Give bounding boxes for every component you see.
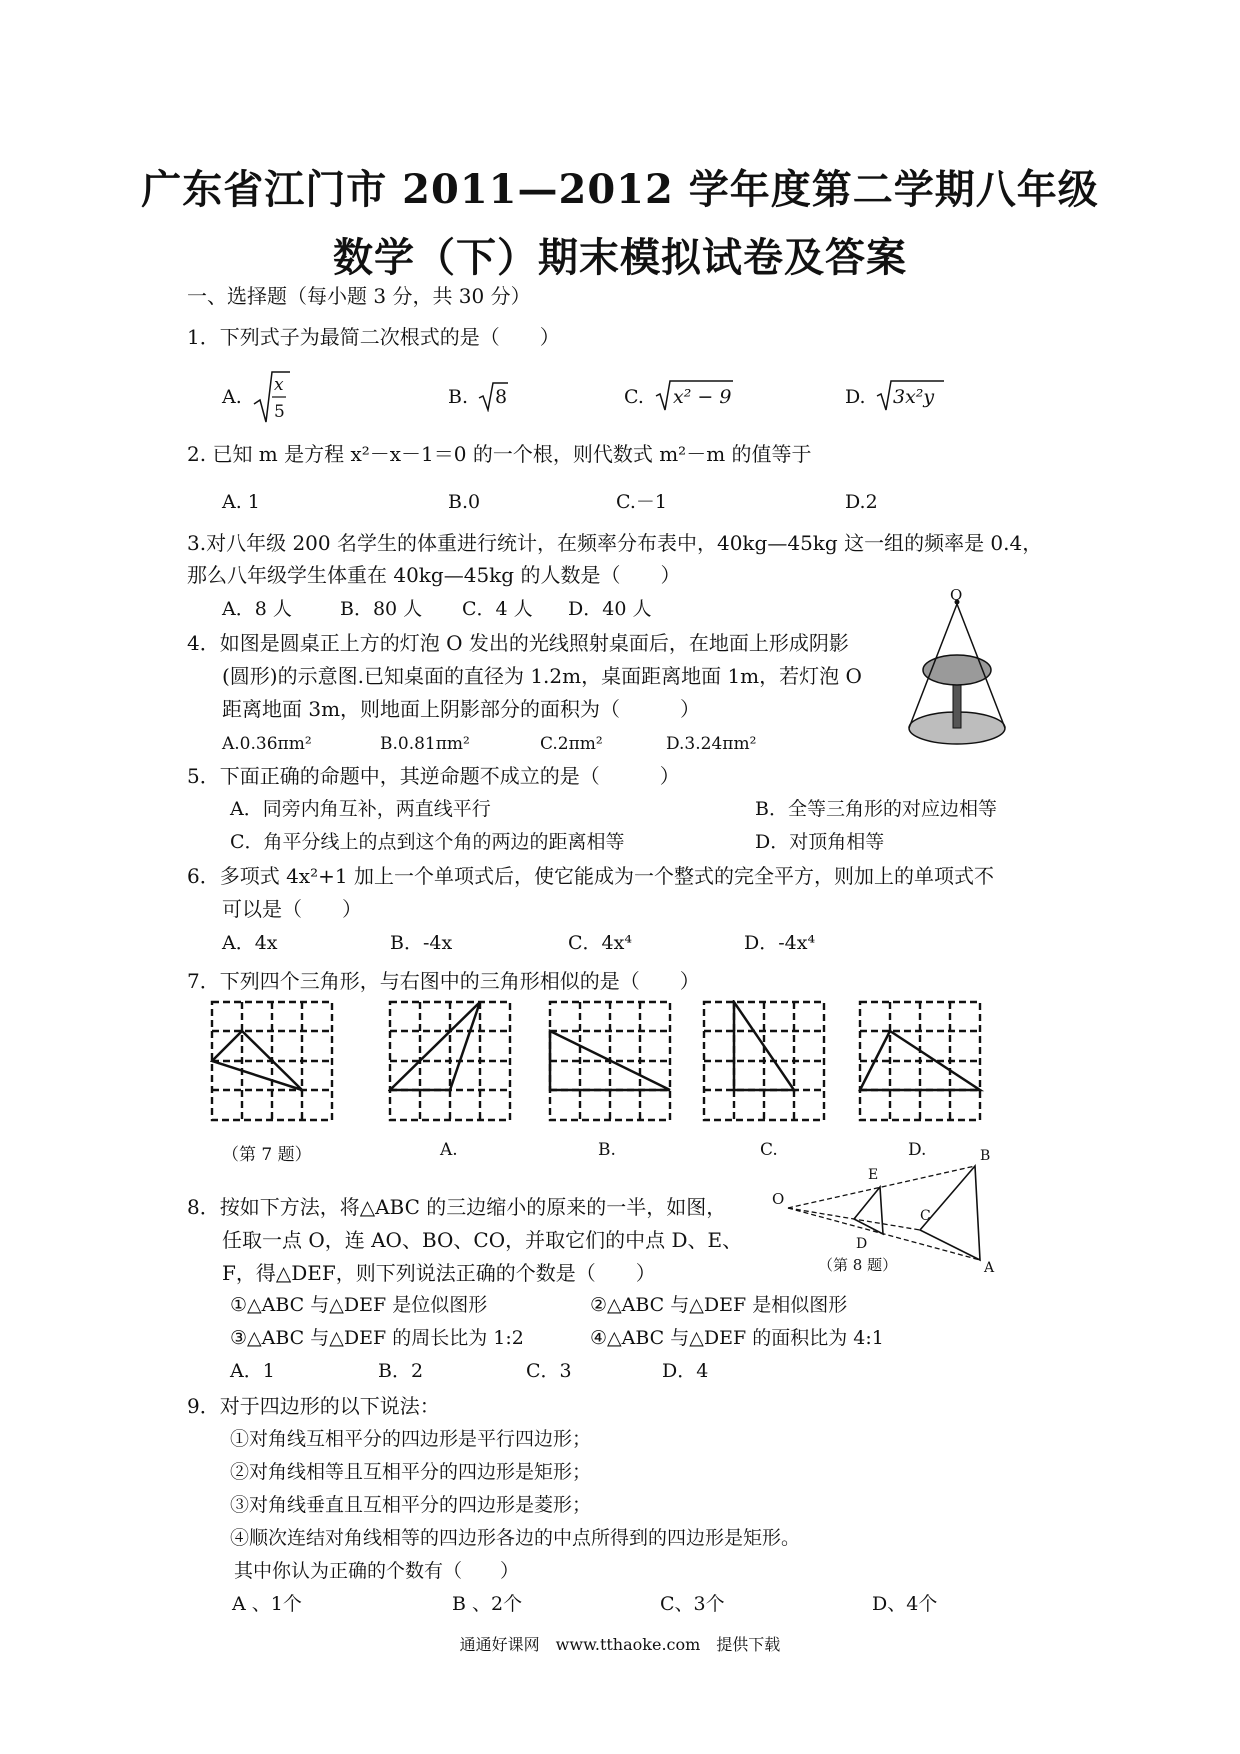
q1-a-numerator: x	[274, 375, 284, 395]
q9-option-d: D、4个	[872, 1593, 938, 1615]
q9-statement-4: ④顺次连结对角线相等的四边形各边的中点所得到的四边形是矩形。	[230, 1527, 801, 1549]
lamp-table-diagram	[900, 592, 1010, 760]
q6-stem-line2: 可以是（ ）	[222, 897, 362, 921]
q5-stem: 5．下面正确的命题中，其逆命题不成立的是（ ）	[187, 764, 680, 788]
section-heading: 一、选择题（每小题 3 分，共 30 分）	[187, 284, 531, 308]
q3-option-b: B．80 人	[340, 598, 423, 620]
q4-option-c: C.2πm²	[540, 734, 603, 754]
q6-option-b: B．-4x	[390, 932, 453, 954]
q7-caption-reference: （第 7 题）	[222, 1145, 312, 1165]
q4-option-a: A.0.36πm²	[222, 734, 312, 754]
q1-stem: 1．下列式子为最简二次根式的是（ ）	[187, 325, 560, 349]
q5-option-a: A．同旁内角互补，两直线平行	[230, 798, 491, 820]
page-title-line1: 广东省江门市 2011—2012 学年度第二学期八年级	[141, 166, 1099, 213]
q6-stem-line1: 6．多项式 4x²+1 加上一个单项式后，使它能成为一个整式的完全平方，则加上的单项式不	[187, 864, 994, 888]
q8-option-a: A．1	[230, 1360, 275, 1382]
q2-option-b: B.0	[448, 491, 481, 513]
q8-label-c: C	[920, 1208, 931, 1224]
page-footer: 通通好课网 www.tthaoke.com 提供下载	[459, 1635, 781, 1654]
q9-option-b: B 、2个	[452, 1593, 523, 1615]
q8-label-o: O	[772, 1190, 785, 1208]
q8-statement-2: ②△ABC 与△DEF 是相似图形	[590, 1294, 848, 1316]
q1-a-denominator: 5	[274, 402, 285, 422]
q3-option-a: A．8 人	[222, 598, 292, 620]
q8-label-b: B	[980, 1148, 991, 1164]
q1-option-a	[222, 384, 242, 410]
q8-option-c: C．3	[526, 1360, 572, 1382]
q2-option-a: A. 1	[222, 491, 260, 513]
q8-figure-caption: （第 8 题）	[818, 1256, 898, 1274]
q1-b-label: B.	[448, 386, 469, 408]
q6-option-c: C．4x⁴	[568, 932, 632, 954]
q2-option-c: C.－1	[616, 491, 667, 513]
q9-statement-1: ①对角线互相平分的四边形是平行四边形；	[230, 1428, 592, 1450]
q8-stem-line3: F，得△DEF，则下列说法正确的个数是（ ）	[222, 1261, 656, 1285]
grid-triangle-reference	[210, 1000, 338, 1124]
q1-c-label: C.	[624, 386, 644, 408]
grid-triangle-c	[702, 1000, 830, 1124]
q8-label-d: D	[856, 1236, 868, 1252]
q8-statement-1: ①△ABC 与△DEF 是位似图形	[230, 1294, 488, 1316]
q8-stem-line1: 8．按如下方法，将△ABC 的三边缩小的原来的一半，如图，	[187, 1195, 727, 1219]
q5-option-c: C．角平分线上的点到这个角的两边的距离相等	[230, 831, 625, 853]
q5-option-d: D．对顶角相等	[755, 831, 885, 853]
q4-stem-line1: 4．如图是圆桌正上方的灯泡 O 发出的光线照射桌面后，在地面上形成阴影	[187, 631, 849, 655]
q4-stem-line3: 距离地面 3m，则地面上阴影部分的面积为（ ）	[222, 697, 701, 721]
q8-label-a: A	[984, 1260, 995, 1276]
q2-stem: 2. 已知 m 是方程 x²－x－1＝0 的一个根，则代数式 m²－m 的值等于	[187, 442, 812, 466]
q7-caption-c: C.	[760, 1140, 778, 1160]
q9-stem: 9．对于四边形的以下说法：	[187, 1394, 440, 1418]
grid-triangle-b	[548, 1000, 676, 1124]
q1-c-radicand: x² − 9	[673, 386, 732, 408]
q8-option-d: D．4	[662, 1360, 709, 1382]
q5-option-b: B．全等三角形的对应边相等	[755, 798, 997, 820]
q9-option-a: A 、1个	[232, 1593, 302, 1615]
q8-statement-4: ④△ABC 与△DEF 的面积比为 4:1	[590, 1327, 884, 1349]
q8-statement-3: ③△ABC 与△DEF 的周长比为 1:2	[230, 1327, 524, 1349]
grid-triangle-d	[858, 1000, 986, 1124]
q1-d-radicand: 3x²y	[893, 386, 935, 408]
q4-option-d: D.3.24πm²	[666, 734, 757, 754]
q4-option-b: B.0.81πm²	[380, 734, 470, 754]
q1-d-label: D.	[845, 386, 866, 408]
q3-stem-line1: 3.对八年级 200 名学生的体重进行统计，在频率分布表中，40kg—45kg 这一组的频率是 0.4，	[187, 531, 1043, 555]
q3-stem-line2: 那么八年级学生体重在 40kg—45kg 的人数是（ ）	[187, 563, 681, 587]
q6-option-d: D．-4x⁴	[744, 932, 816, 954]
q9-statement-2: ②对角线相等且互相平分的四边形是矩形；	[230, 1461, 592, 1483]
q2-option-d: D.2	[845, 491, 878, 513]
q8-option-b: B．2	[378, 1360, 424, 1382]
lamp-label-o: O	[950, 586, 963, 604]
q3-option-d: D．40 人	[568, 598, 652, 620]
q9-statement-3: ③对角线垂直且互相平分的四边形是菱形；	[230, 1494, 592, 1516]
q7-caption-b: B.	[598, 1140, 616, 1160]
q1-a-radical-icon	[252, 368, 292, 426]
q9-statement-5: 其中你认为正确的个数有（ ）	[234, 1560, 520, 1582]
q7-caption-d: D.	[908, 1140, 927, 1160]
q1-b-radicand: 8	[495, 386, 508, 408]
q6-option-a: A．4x	[222, 932, 278, 954]
q7-stem: 7．下列四个三角形，与右图中的三角形相似的是（ ）	[187, 969, 700, 993]
q9-option-c: C、3个	[660, 1593, 725, 1615]
q7-caption-a: A.	[440, 1140, 458, 1160]
q1-a-label: A.	[222, 386, 242, 408]
q3-option-c: C．4 人	[462, 598, 533, 620]
q4-stem-line2: (圆形)的示意图.已知桌面的直径为 1.2m，桌面距离地面 1m，若灯泡 O	[222, 664, 862, 688]
q8-label-e: E	[868, 1167, 879, 1183]
page-title-line2: 数学（下）期末模拟试卷及答案	[333, 234, 907, 281]
q8-stem-line2: 任取一点 O，连 AO、BO、CO，并取它们的中点 D、E、	[222, 1228, 743, 1252]
grid-triangle-a	[388, 1000, 516, 1124]
